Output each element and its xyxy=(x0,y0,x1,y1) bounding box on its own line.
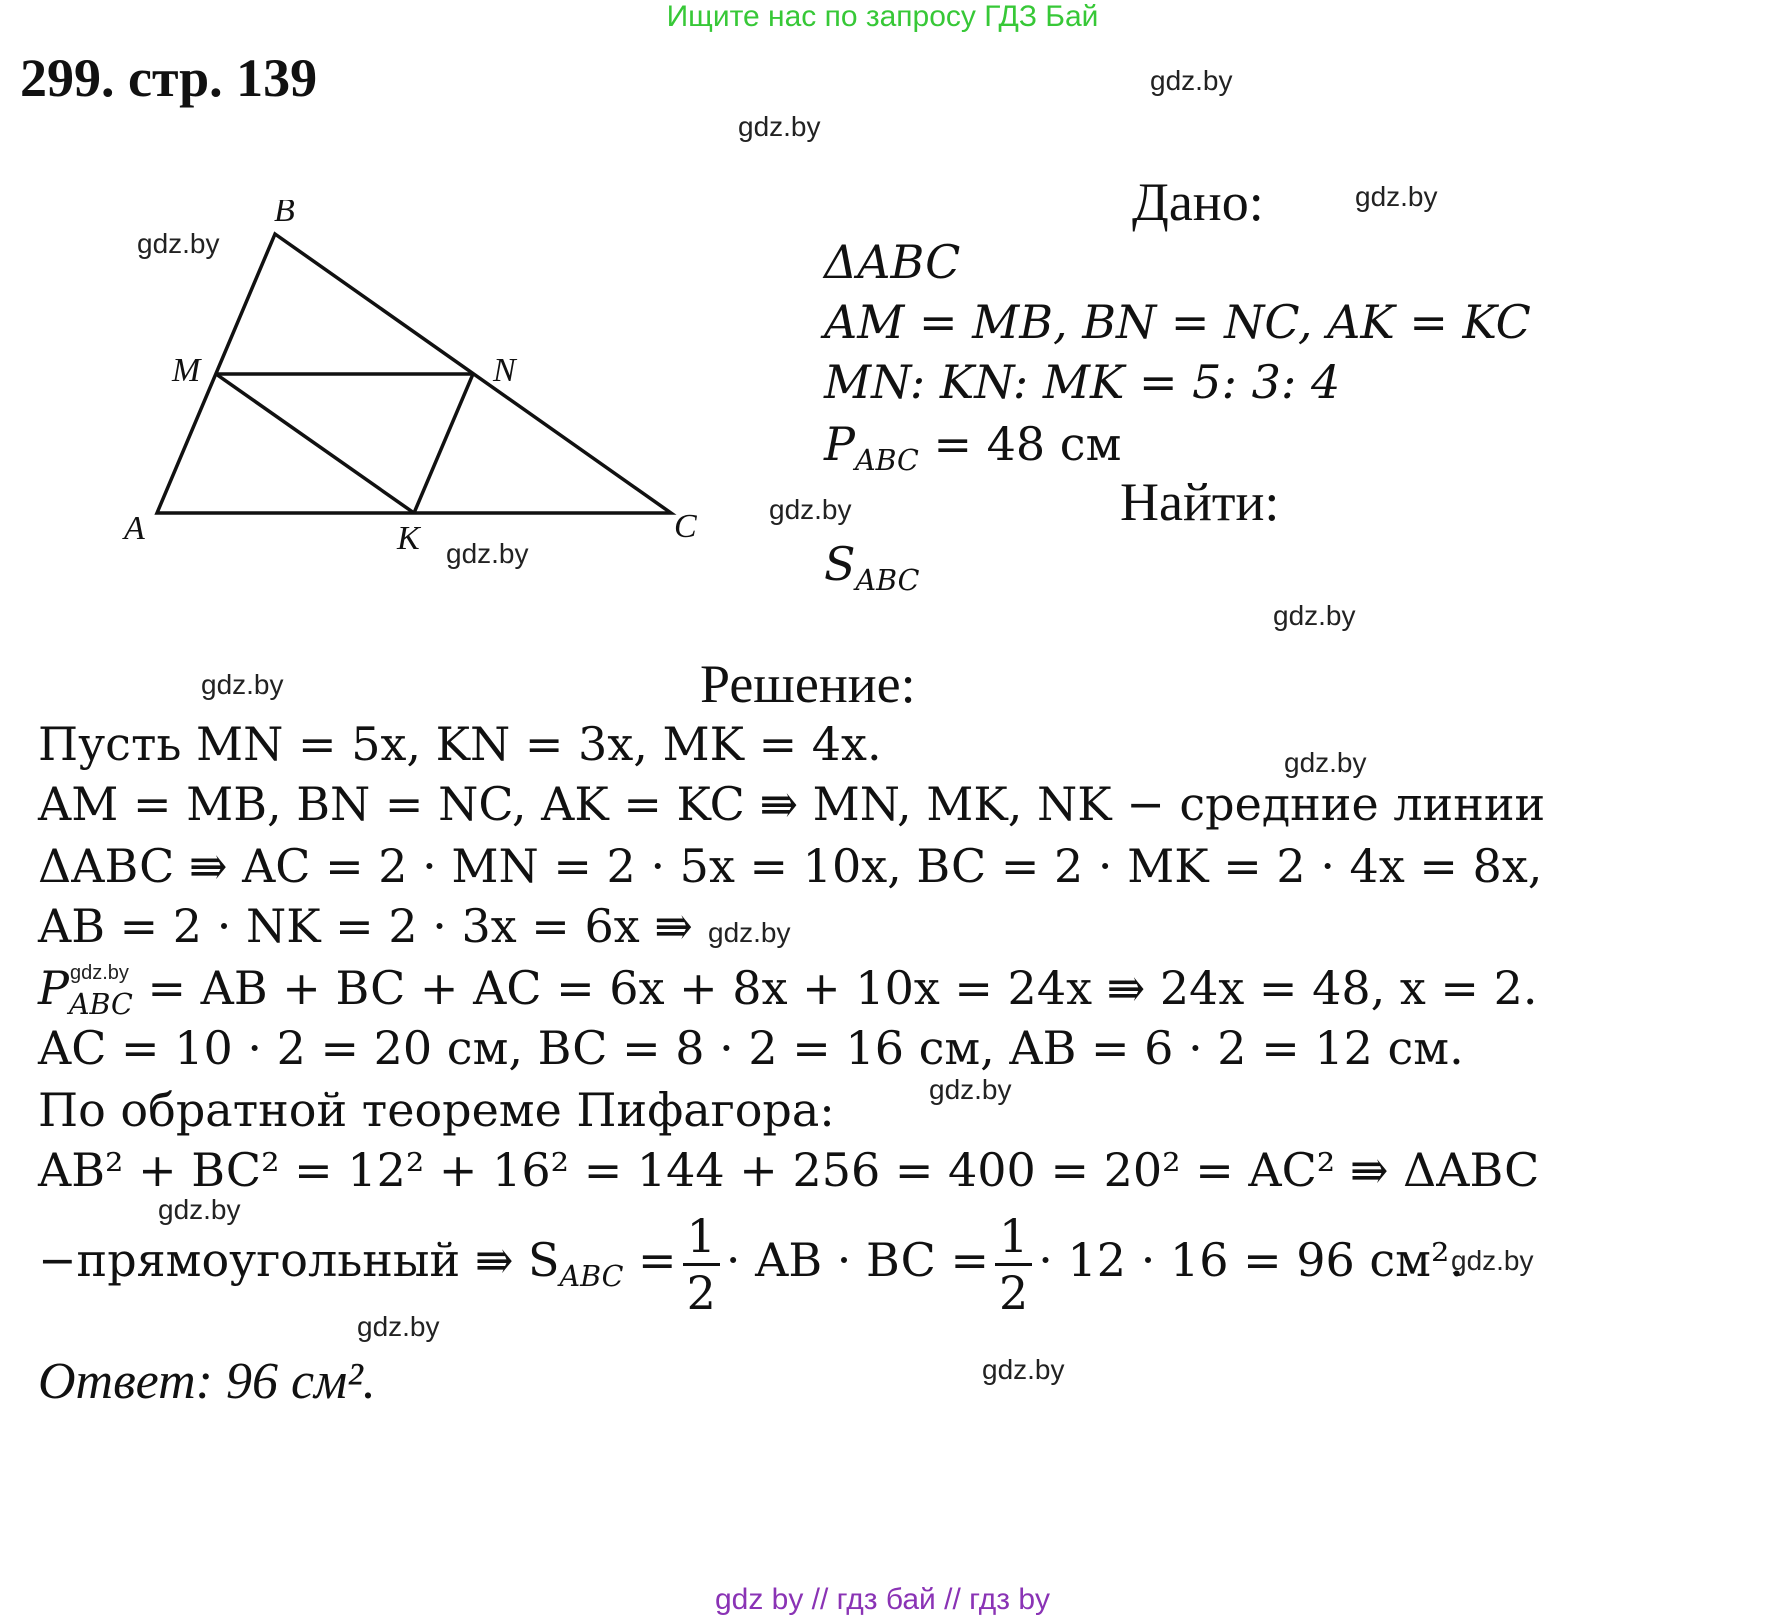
solution-line: По обратной теореме Пифагора: xyxy=(38,1083,835,1137)
watermark: gdz.by xyxy=(446,538,529,569)
point-label-c: C xyxy=(674,508,697,545)
watermark: gdz.by xyxy=(738,111,821,142)
watermark: gdz.by xyxy=(137,228,220,259)
find-value: $S_{ABC}$ xyxy=(824,537,920,598)
solution-heading: Решение: xyxy=(700,654,916,714)
watermark: gdz.by xyxy=(1451,1245,1534,1276)
problem-title: 299. стр. 139 xyxy=(20,48,318,108)
given-line: ΔABC xyxy=(824,235,961,289)
solution-line: AM = MB, BN = NC, AK = KC ⇛ MN, MK, NK − средние линии xyxy=(38,777,1546,831)
find-heading: Найти: xyxy=(1120,472,1280,532)
given-line: MN: KN: MK = 5: 3: 4 xyxy=(824,355,1341,409)
solution-line-perimeter: $P_{ABC}$ = AB + BC + AC = 6x + 8x + 10x = 24x ⇛ 24x = 48, x = 2. xyxy=(38,961,1538,1022)
watermark: gdz.by xyxy=(1273,600,1356,631)
given-heading: Дано: xyxy=(1132,172,1264,232)
point-label-k: K xyxy=(397,520,420,557)
fraction-one-half: $\frac{1}{2}$ xyxy=(995,1209,1032,1320)
solution-line: AB = 2 · NK = 2 · 3x = 6x ⇛ xyxy=(38,899,693,953)
watermark: gdz.by xyxy=(1150,65,1233,96)
point-label-n: N xyxy=(493,352,516,389)
fraction-one-half: $\frac{1}{2}$ xyxy=(683,1209,720,1320)
watermark: gdz.by xyxy=(1355,181,1438,212)
watermark: gdz.by xyxy=(201,669,284,700)
given-line: AM = MB, BN = NC, AK = KC xyxy=(824,295,1531,349)
solution-line: AC = 10 · 2 = 20 см, BC = 8 · 2 = 16 см, AB = 6 · 2 = 12 см. xyxy=(38,1021,1464,1075)
watermark: gdz.by xyxy=(982,1354,1065,1385)
solution-line: ΔABC ⇛ AC = 2 · MN = 2 · 5x = 10x, BC = 2 · MK = 2 · 4x = 8x, xyxy=(38,839,1543,893)
bottom-links[interactable]: gdz by // гдз бай // гдз by xyxy=(714,1583,1051,1616)
answer: Ответ: 96 см². xyxy=(38,1353,376,1410)
midline-mk xyxy=(216,374,414,513)
point-label-m: M xyxy=(172,352,201,389)
watermark: gdz.by xyxy=(70,962,129,984)
midline-nk xyxy=(414,374,473,513)
triangle-figure xyxy=(120,200,720,560)
solution-line-area: −прямоугольный ⇛ $S_{ABC}$ = $\frac{1}{2}$ · AB · BC = $\frac{1}{2}$ · 12 · 16 = 96 см². xyxy=(38,1208,1465,1320)
watermark: gdz.by xyxy=(1284,747,1367,778)
watermark: gdz.by xyxy=(357,1311,440,1342)
search-banner: Ищите нас по запросу ГДЗ Бай xyxy=(666,0,1099,33)
point-label-b: B xyxy=(274,200,295,229)
watermark: gdz.by xyxy=(929,1074,1012,1105)
watermark: gdz.by xyxy=(708,917,791,948)
given-perimeter: $P_{ABC} = 48$ см xyxy=(824,417,1122,478)
solution-line: AB² + BC² = 12² + 16² = 144 + 256 = 400 = 20² = AC² ⇛ ΔABC xyxy=(38,1143,1540,1197)
watermark: gdz.by xyxy=(158,1194,241,1225)
solution-line: Пусть MN = 5x, KN = 3x, MK = 4x. xyxy=(38,717,882,771)
watermark: gdz.by xyxy=(769,494,852,525)
point-label-a: A xyxy=(124,510,145,547)
